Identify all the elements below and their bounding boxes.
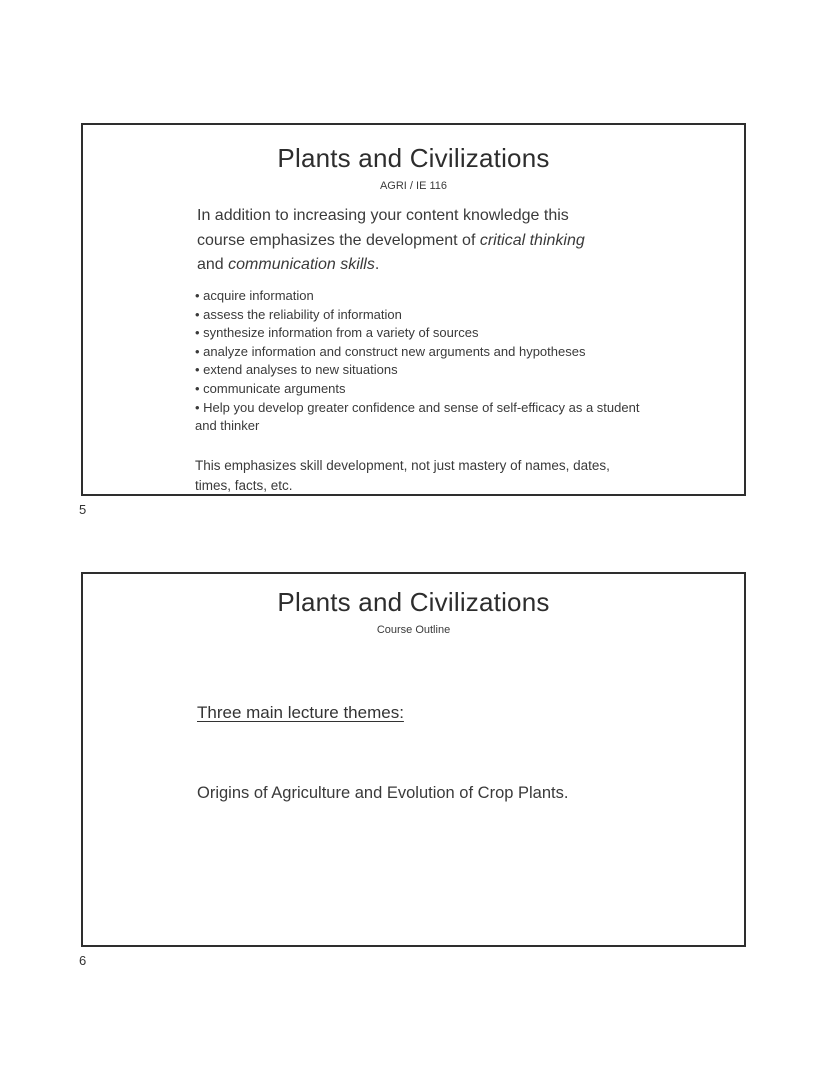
page-number: 6 [79,953,87,968]
intro-italic-communication-skills: communication skills [228,256,375,273]
intro-text: In addition to increasing your content knowledge this course emphasizes the development of [197,207,569,249]
bullet-item: • acquire information [195,287,649,306]
bullet-item: • extend analyses to new situations [195,361,649,380]
themes-heading: Three main lecture themes: [197,703,404,722]
theme-origins-of-agriculture: Origins of Agriculture and Evolution of Crop Plants. [197,784,569,802]
bullet-item: • Help you develop greater confidence and sense of self-efficacy as a student and thinker [195,399,649,436]
slide-6 [81,572,746,947]
closing-paragraph: This emphasizes skill development, not just mastery of names, dates, times, facts, etc. [195,458,610,493]
bullet-item: • synthesize information from a variety of sources [195,324,649,343]
slide-subtitle: AGRI / IE 116 [379,180,448,192]
slide-subtitle: Course Outline [376,624,451,636]
intro-text: and [197,256,229,273]
intro-text: . [374,256,380,273]
skills-bullet-list [195,287,649,436]
bullet-item: • communicate arguments [195,380,649,399]
slide-title: Plants and Civilizations [277,143,550,173]
page-number: 5 [79,502,87,517]
bullet-item: • assess the reliability of information [195,306,649,325]
intro-italic-critical-thinking: critical thinking [479,231,585,249]
bullet-item: • analyze information and construct new arguments and hypotheses [195,343,649,362]
slide-5 [81,123,746,496]
intro-paragraph [197,204,609,278]
slide-title: Plants and Civilizations [277,587,550,617]
